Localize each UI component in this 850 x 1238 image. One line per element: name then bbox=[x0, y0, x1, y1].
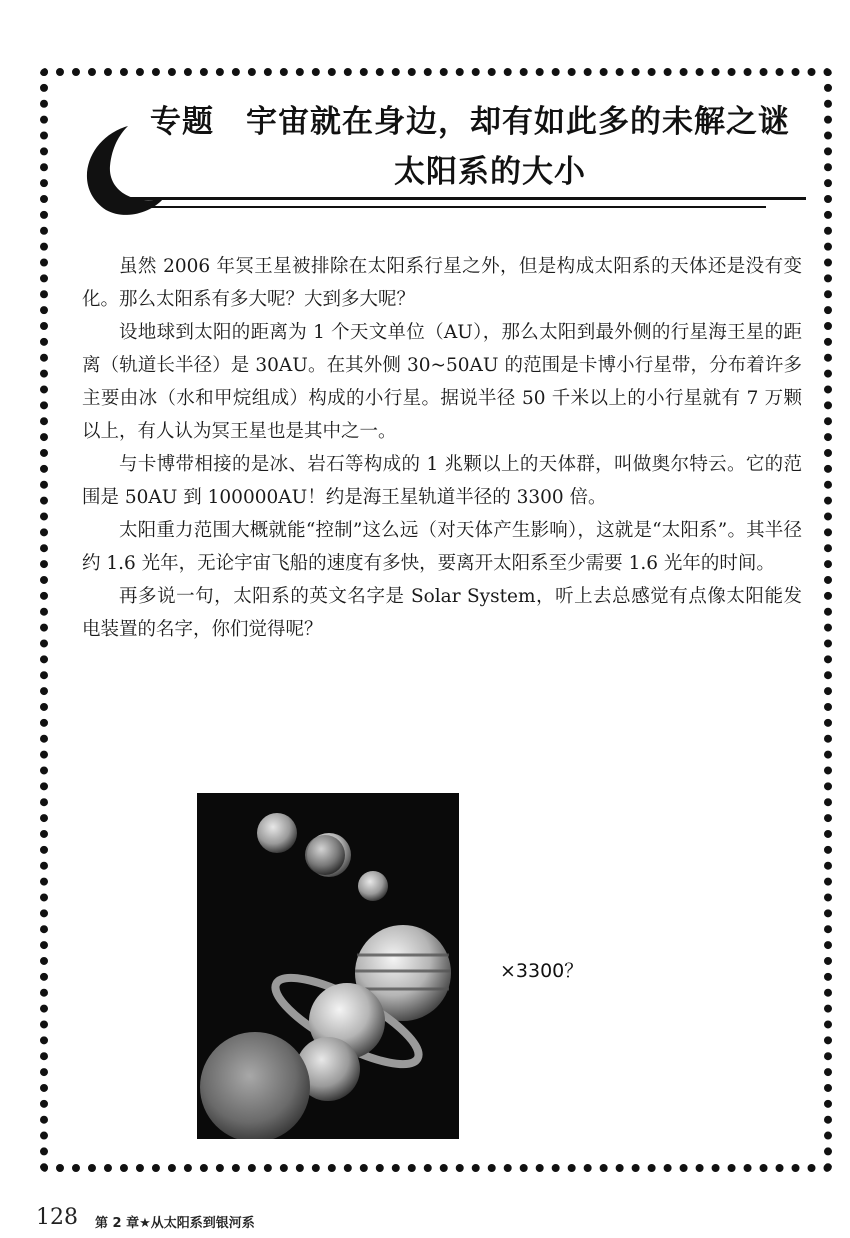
mercury bbox=[257, 813, 297, 853]
topic-label: 专题 bbox=[150, 104, 214, 140]
figure-caption: ×3300？ bbox=[500, 960, 584, 982]
chapter-label: 第 2 章★从太阳系到银河系 bbox=[95, 1216, 255, 1231]
mars bbox=[358, 871, 388, 901]
paragraph: 设地球到太阳的距离为 1 个天文单位（AU），那么太阳到最外侧的行星海王星的距离（轨道长半径）是 30AU。在其外侧 30~50AU 的范围是卡博小行星带，分布着许多主要由冰（水和甲烷组成）构成的小行星。据说半径 50 千米以上的小行星就有 7 万颗以上，有人认为冥王星也是其中之一。 bbox=[82, 322, 802, 442]
paragraph: 太阳重力范围大概就能“控制”这么远（对天体产生影响），这就是“太阳系”。其半径约 1.6 光年，无论宇宙飞船的速度有多快，要离开太阳系至少需要 1.6 光年的时间。 bbox=[82, 520, 802, 574]
title-rule-thick bbox=[130, 197, 806, 200]
title-text: 宇宙就在身边，却有如此多的未解之谜 bbox=[246, 104, 790, 140]
earth bbox=[305, 835, 345, 875]
page-subtitle: 太阳系的大小 bbox=[394, 154, 586, 190]
page-title bbox=[150, 96, 820, 141]
solar-system-planets-image bbox=[197, 793, 459, 1139]
neptune bbox=[200, 1032, 310, 1139]
paragraph: 与卡博带相接的是冰、岩石等构成的 1 兆颗以上的天体群，叫做奥尔特云。它的范围是 50AU 到 100000AU！约是海王星轨道半径的 3300 倍。 bbox=[82, 454, 802, 508]
article-body bbox=[82, 250, 802, 646]
paragraph: 再多说一句，太阳系的英文名字是 Solar System，听上去总感觉有点像太阳能发电装置的名字，你们觉得呢？ bbox=[82, 586, 802, 640]
title-rule-thin bbox=[130, 206, 766, 208]
paragraph: 虽然 2006 年冥王星被排除在太阳系行星之外，但是构成太阳系的天体还是没有变化。那么太阳系有多大呢？大到多大呢？ bbox=[82, 256, 802, 310]
page-number: 128 bbox=[36, 1205, 78, 1230]
